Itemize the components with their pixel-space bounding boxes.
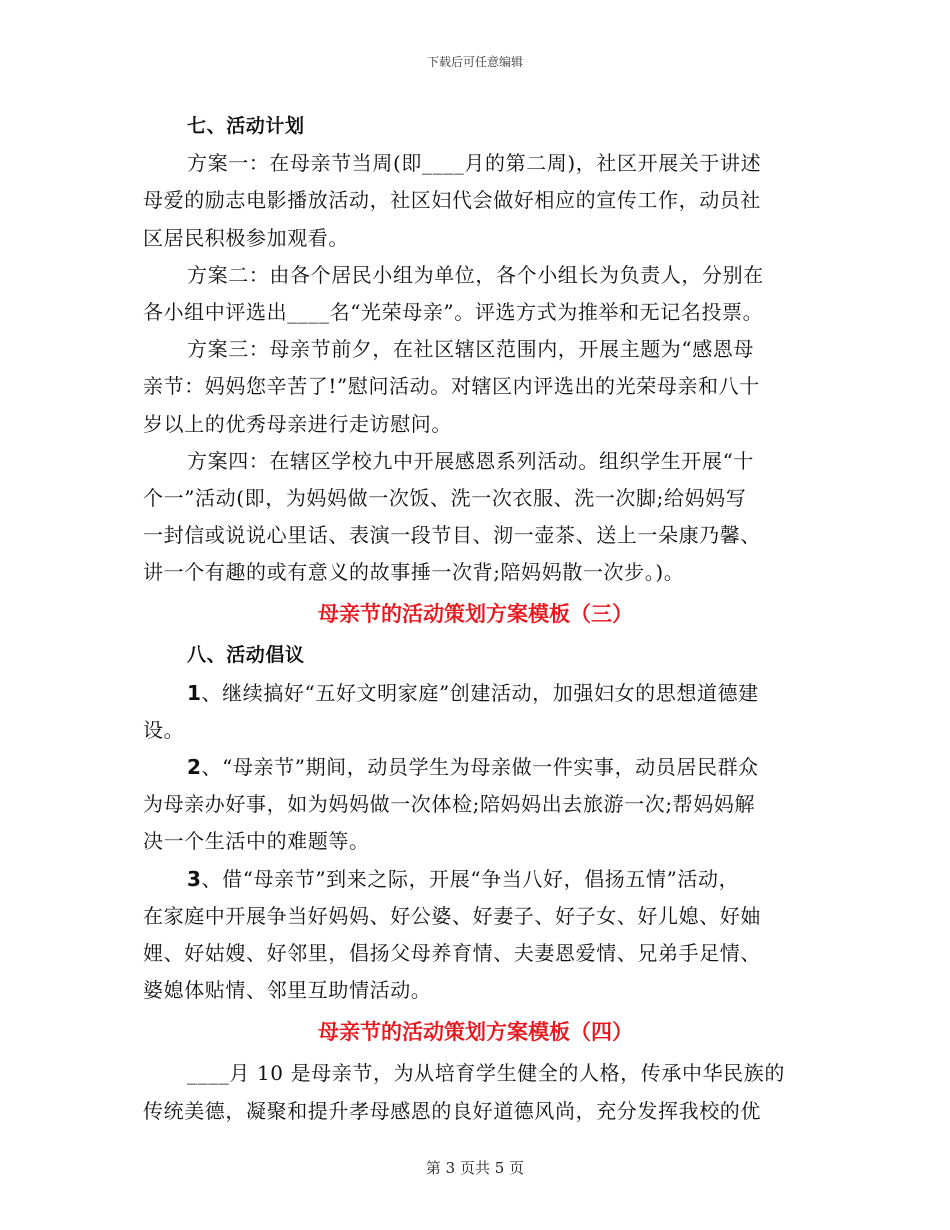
paragraph-line: 方案三：母亲节前夕，在社区辖区范围内，开展主题为“感恩母 <box>187 337 755 362</box>
list-item <box>143 675 808 712</box>
page-footer: 第 3 页共 5 页 <box>425 1159 525 1177</box>
section-title-3: 母亲节的活动策划方案模板（三） <box>318 602 633 627</box>
document-body <box>143 108 808 1130</box>
paragraph-line: 娌、好姑嫂、好邻里，倡扬父母养育情、夫妻恩爱情、兄弟手足情、 <box>143 940 761 965</box>
item-number: 1 <box>187 680 202 705</box>
section-heading-8: 八、活动倡议 <box>187 644 305 667</box>
item-number: 3 <box>187 866 202 891</box>
paragraph-line: 婆媳体贴情、邻里互助情活动。 <box>143 978 432 1003</box>
section-heading-7: 七、活动计划 <box>187 115 305 137</box>
list-item <box>143 861 808 898</box>
paragraph-line: 亲节：妈妈您辛苦了!”慰问活动。对辖区内评选出的光荣母亲和八十 <box>143 374 760 399</box>
paragraph-line: 、借“母亲节”到来之际，开展“争当八好，倡扬五情”活动， <box>201 866 740 891</box>
paragraph-line: 在家庭中开展争当好妈妈、好公婆、好妻子、好子女、好儿媳、好妯 <box>143 903 761 928</box>
paragraph-line: 岁以上的优秀母亲进行走访慰问。 <box>143 411 452 436</box>
page-header: 下载后可任意编辑 <box>426 55 523 69</box>
paragraph-line: 传统美德，凝聚和提升孝母感恩的良好道德风尚，充分发挥我校的优 <box>143 1098 761 1123</box>
list-item <box>143 749 808 786</box>
paragraph-line: 母爱的励志电影播放活动，社区妇代会做好相应的宣传工作，动员社 <box>143 188 761 213</box>
paragraph-line: 设。 <box>143 717 185 742</box>
paragraph-line: 区居民积极参加观看。 <box>143 225 349 250</box>
paragraph-line: 个一”活动(即，为妈妈做一次饭、洗一次衣服、洗一次脚;给妈妈写 <box>143 485 747 510</box>
paragraph-line: 方案一：在母亲节当周(即____月的第二周)，社区开展关于讲述 <box>187 151 762 176</box>
paragraph-line: 一封信或说说心里话、表演一段节目、沏一壶茶、送上一朵康乃馨、 <box>143 523 761 548</box>
paragraph-line: 、继续搞好“五好文明家庭”创建活动，加强妇女的思想道德建 <box>201 680 759 705</box>
section-title-4: 母亲节的活动策划方案模板（四） <box>318 1020 633 1045</box>
paragraph-line: 决一个生活中的难题等。 <box>143 829 370 854</box>
paragraph-line: 为母亲办好事，如为妈妈做一次体检;陪妈妈出去旅游一次;帮妈妈解 <box>143 792 756 817</box>
paragraph-line: 各小组中评选出____名“光荣母亲”。评选方式为推举和无记名投票。 <box>143 299 764 324</box>
paragraph-line: 讲一个有趣的或有意义的故事捶一次背;陪妈妈散一次步。)。 <box>143 560 685 585</box>
paragraph-line: 方案四：在辖区学校九中开展感恩系列活动。组织学生开展“十 <box>187 448 755 473</box>
paragraph-line: 、“母亲节”期间，动员学生为母亲做一件实事，动员居民群众 <box>201 755 759 779</box>
item-number: 2 <box>187 755 202 779</box>
paragraph-line: 方案二：由各个居民小组为单位，各个小组长为负责人，分别在 <box>187 262 764 287</box>
paragraph-line: ____月 10 是母亲节，为从培育学生健全的人格，传承中华民族的 <box>187 1061 785 1086</box>
